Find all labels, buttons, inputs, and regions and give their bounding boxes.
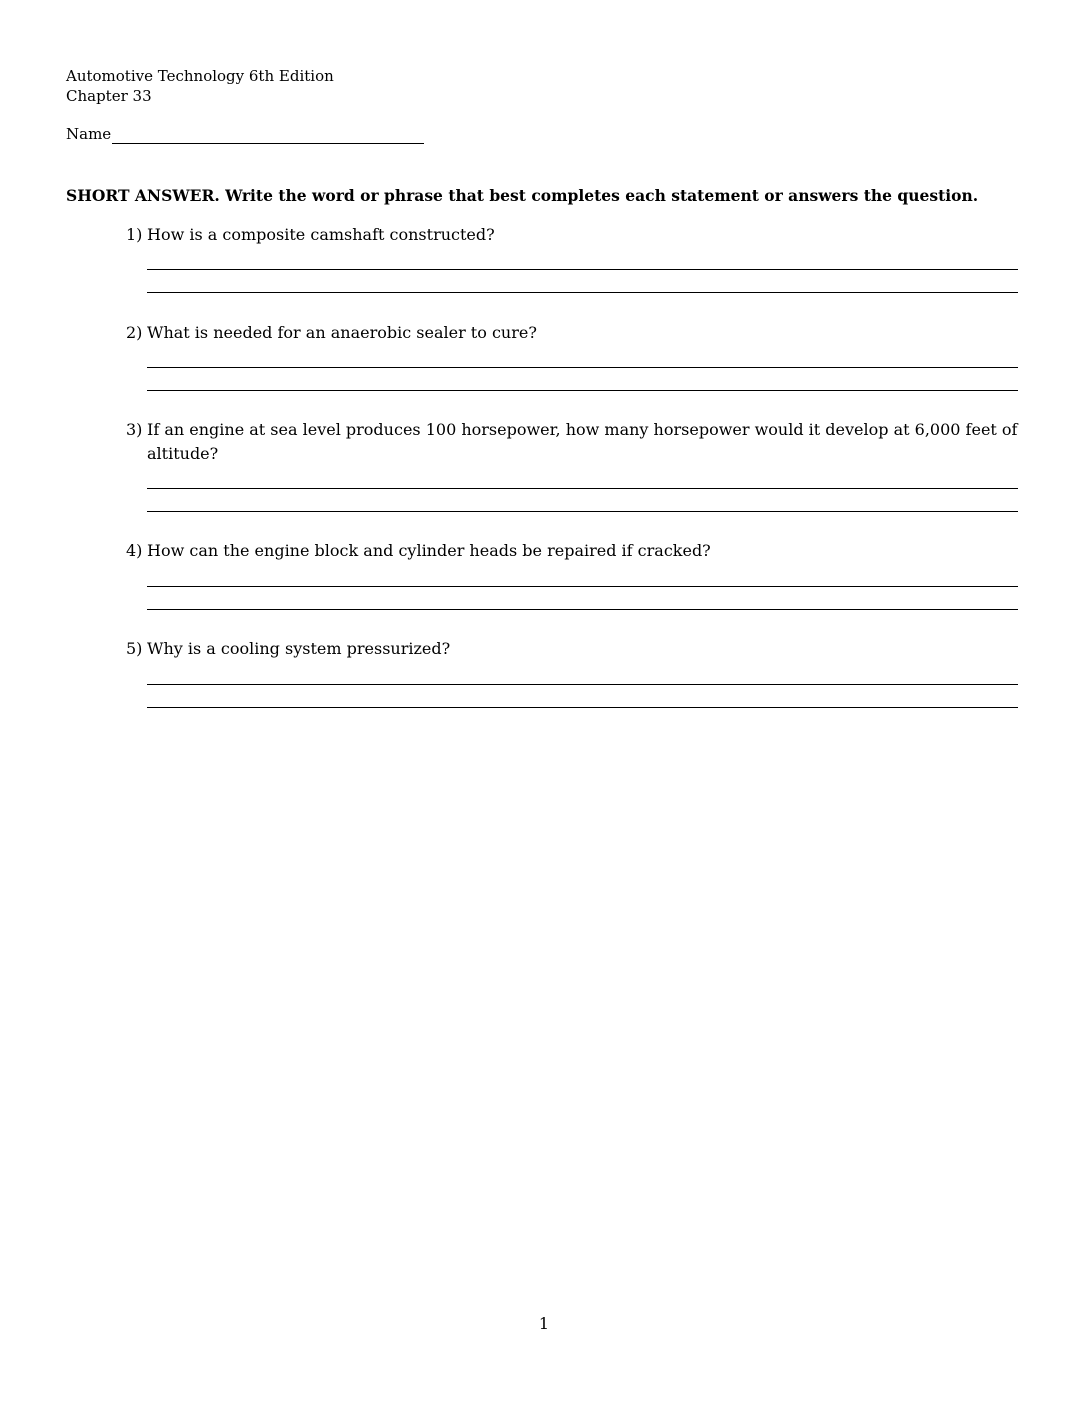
question-1 — [126, 223, 1018, 247]
answer-line[interactable] — [147, 292, 1018, 293]
question-text: Why is a cooling system pressurized? — [147, 639, 451, 658]
answer-line[interactable] — [147, 609, 1018, 610]
answer-line[interactable] — [147, 390, 1018, 391]
instructions: SHORT ANSWER. Write the word or phrase that best completes each statement or answers the question. — [66, 186, 979, 205]
question-number: 1) — [126, 225, 143, 244]
question-number: 3) — [126, 420, 143, 439]
answer-line[interactable] — [147, 707, 1018, 708]
chapter-label: Chapter 33 — [66, 87, 152, 105]
question-4 — [126, 539, 1018, 563]
question-text: How can the engine block and cylinder heads be repaired if cracked? — [147, 541, 711, 560]
answer-line[interactable] — [147, 684, 1018, 685]
question-number: 5) — [126, 639, 143, 658]
question-3 — [126, 418, 1018, 466]
answer-line[interactable] — [147, 586, 1018, 587]
name-input-line[interactable] — [112, 124, 424, 144]
name-label: Name — [66, 125, 112, 143]
question-2 — [126, 321, 1018, 345]
answer-line[interactable] — [147, 488, 1018, 489]
question-text: If an engine at sea level produces 100 horsepower, how many horsepower would it develop at 6,000 feet of altitude? — [147, 420, 1018, 463]
answer-line[interactable] — [147, 367, 1018, 368]
question-number: 2) — [126, 323, 143, 342]
document-header — [66, 66, 334, 106]
page-number: 1 — [538, 1314, 550, 1333]
question-text: How is a composite camshaft constructed? — [147, 225, 495, 244]
name-field — [66, 124, 424, 144]
answer-line[interactable] — [147, 269, 1018, 270]
question-text: What is needed for an anaerobic sealer to cure? — [147, 323, 537, 342]
question-number: 4) — [126, 541, 143, 560]
book-title: Automotive Technology 6th Edition — [66, 67, 334, 85]
question-5 — [126, 637, 1018, 661]
answer-line[interactable] — [147, 511, 1018, 512]
